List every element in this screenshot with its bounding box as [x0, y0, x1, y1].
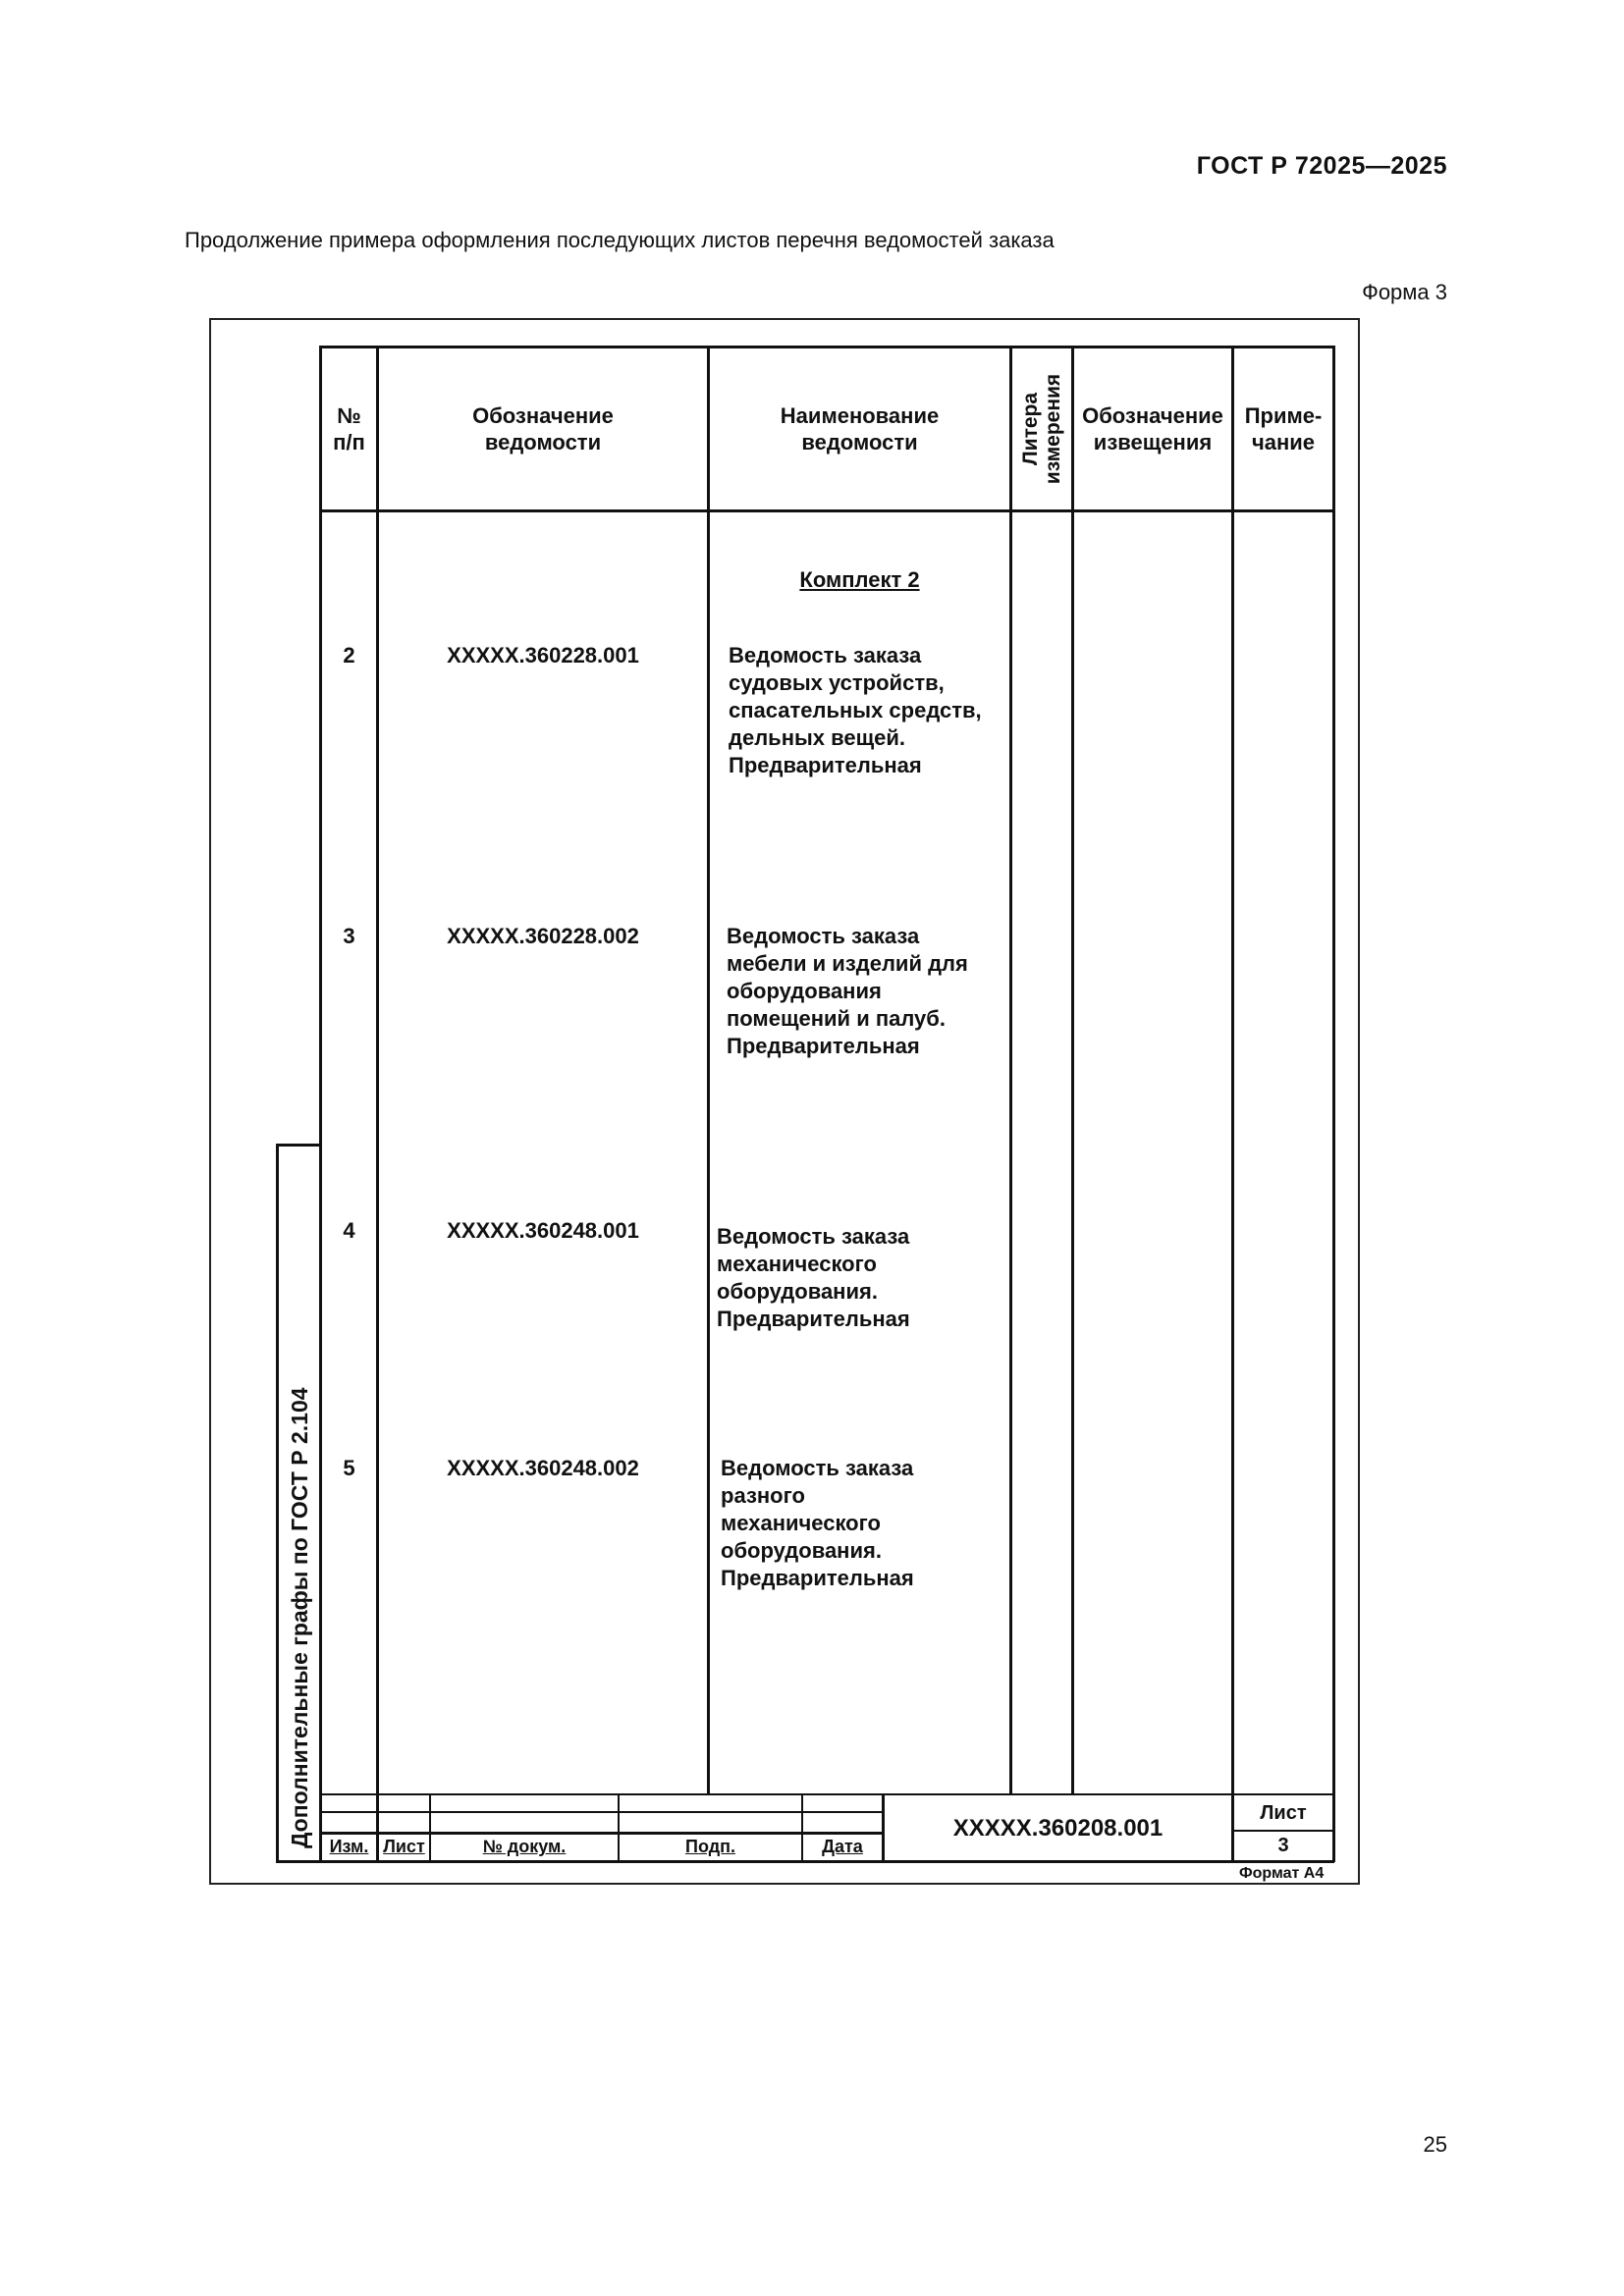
col-line-designation [707, 346, 710, 1795]
row-designation: XXXXX.360228.001 [447, 643, 639, 667]
outer-frame [209, 318, 1360, 1885]
tb-label-change: Изм. [329, 1837, 369, 1856]
header-name: Наименование ведомости [780, 403, 940, 454]
tb-sheet-number: 3 [1277, 1835, 1289, 1856]
row-designation: XXXXX.360248.002 [447, 1456, 639, 1480]
header-letter-cell [1012, 348, 1071, 509]
side-strip-top [276, 1144, 321, 1147]
kit-title: Комплект 2 [799, 567, 920, 592]
col-line-letter [1071, 346, 1074, 1795]
sheet-cell-divider [1233, 1830, 1334, 1832]
col-line-name [1009, 346, 1012, 1795]
header-designation: Обозначение ведомости [472, 403, 614, 454]
row-name: Ведомость заказа разного механического оборудования. Предварительная [721, 1456, 914, 1590]
row-num: 3 [343, 924, 355, 948]
header-bottom-border [319, 509, 1334, 512]
tb-label-doc-no: № докум. [482, 1837, 567, 1856]
side-label: Дополнительные графы по ГОСТ Р 2.104 [287, 1387, 312, 1848]
row-num: 5 [343, 1456, 355, 1480]
form-label: Форма 3 [1362, 280, 1447, 304]
standard-number: ГОСТ Р 72025—2025 [1196, 152, 1447, 180]
form-right-border [1332, 346, 1335, 1862]
tb-label-date: Дата [822, 1837, 863, 1856]
header-letter: Литера измерения [1019, 373, 1064, 485]
col-line-num [376, 346, 379, 1862]
row-num: 2 [343, 643, 355, 667]
row-name: Ведомость заказа судовых устройств, спасательных средств, дельных вещей. Предварительная [729, 643, 982, 777]
header-notice: Обозначение извещения [1082, 403, 1223, 454]
tb-label-sheet: Лист [383, 1837, 425, 1856]
side-strip-bottom [276, 1860, 321, 1863]
row-designation: XXXXX.360248.001 [447, 1218, 639, 1243]
tb-doc-designation: XXXXX.360208.001 [952, 1815, 1164, 1842]
row-name: Ведомость заказа механического оборудования. Предварительная [717, 1224, 910, 1331]
row-name: Ведомость заказа мебели и изделий для оборудования помещений и палуб. Предварительная [727, 924, 968, 1058]
title-block-top-border [319, 1793, 1334, 1795]
page-number: 25 [1423, 2132, 1447, 2157]
format-label: Формат А4 [1239, 1865, 1325, 1882]
header-num: № п/п [333, 403, 365, 454]
form-bottom-border [319, 1860, 1334, 1863]
col-line-notice [1231, 346, 1234, 1862]
side-strip-left [276, 1144, 279, 1862]
header-note: Приме- чание [1244, 403, 1323, 454]
caption: Продолжение примера оформления последующих листов перечня ведомостей заказа [185, 228, 1055, 252]
form-left-border [319, 346, 322, 1862]
title-block-row-line [319, 1811, 884, 1813]
row-num: 4 [343, 1218, 355, 1243]
title-block-mid-line [319, 1832, 884, 1835]
row-designation: XXXXX.360228.002 [447, 924, 639, 948]
tb-sheet-label: Лист [1260, 1802, 1307, 1824]
tb-label-sign: Подп. [685, 1837, 735, 1856]
